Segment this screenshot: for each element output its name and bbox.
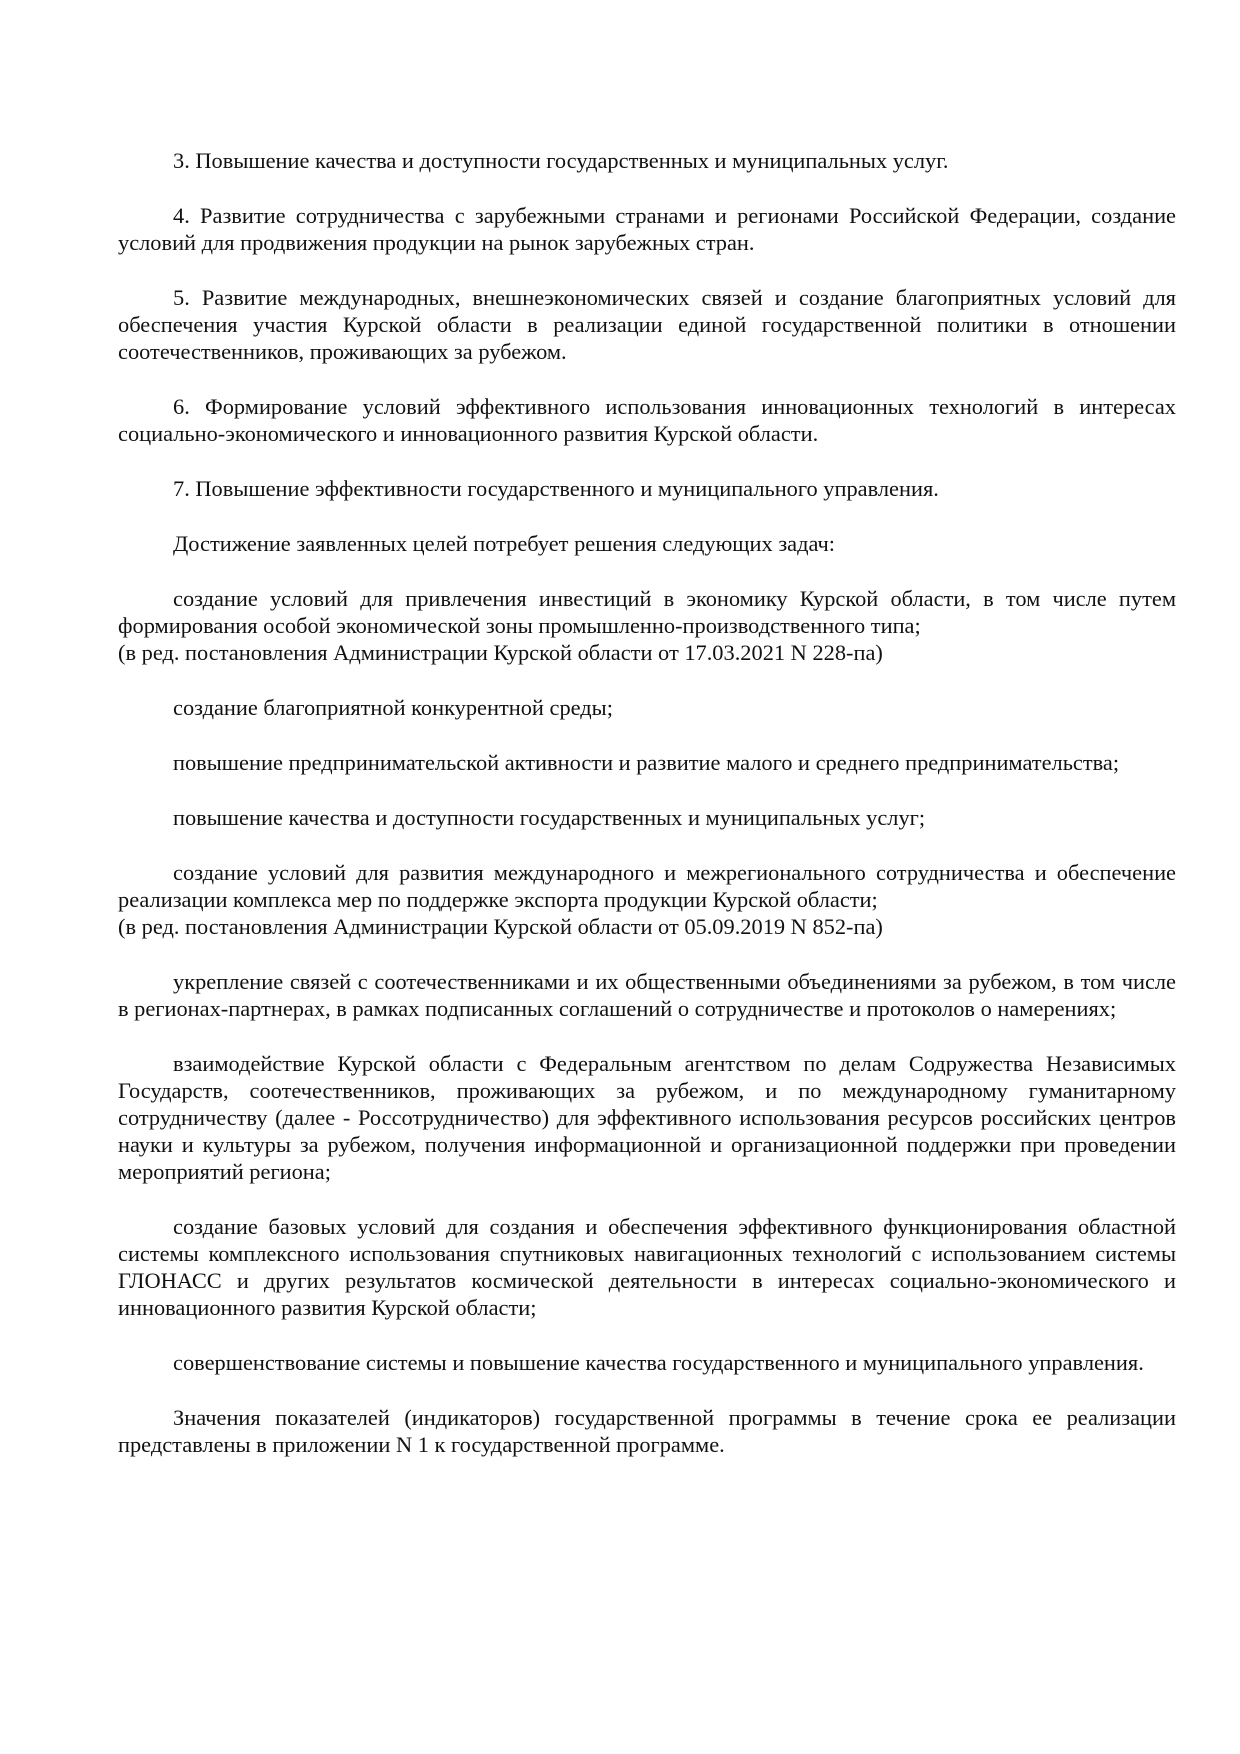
task-investment-group <box>118 585 1176 666</box>
paragraph-goal-6: 6. Формирование условий эффективного использования инновационных технологий в интересах социально-экономического и инновационного развития Курской области. <box>118 394 1176 446</box>
paragraph-goal-5: 5. Развитие международных, внешнеэкономических связей и создание благоприятных условий для обеспечения участия Курской области в реализации единой государственной политики в отношении соотечественников, проживающих за рубежом. <box>118 285 1176 364</box>
paragraph-task-services: повышение качества и доступности государственных и муниципальных услуг; <box>173 805 926 830</box>
paragraph-task-cooperation: создание условий для развития международного и межрегионального сотрудничества и обеспечение реализации комплекса мер по поддержке экспорта продукции Курской области; <box>118 860 1176 912</box>
paragraph-task-management: совершенствование системы и повышение качества государственного и муниципального управления. <box>173 1350 1144 1375</box>
amendment-note-2019: (в ред. постановления Администрации Курской области от 05.09.2019 N 852-па) <box>118 914 883 939</box>
paragraph-goal-4: 4. Развитие сотрудничества с зарубежными странами и регионами Российской Федерации, создание условий для продвижения продукции на рынок зарубежных стран. <box>118 203 1176 255</box>
paragraph-task-entrepreneurship: повышение предпринимательской активности и развитие малого и среднего предпринимательства; <box>173 750 1120 775</box>
paragraph-task-competition: создание благоприятной конкурентной среды; <box>173 695 613 720</box>
task-cooperation-group <box>118 859 1176 940</box>
paragraph-goal-3: 3. Повышение качества и доступности государственных и муниципальных услуг. <box>173 148 949 173</box>
paragraph-tasks-intro: Достижение заявленных целей потребует решения следующих задач: <box>173 531 836 556</box>
paragraph-task-glonass: создание базовых условий для создания и обеспечения эффективного функционирования областной системы комплексного использования спутниковых навигационных технологий с использованием системы ГЛОНАСС и других результатов космической деятельности в интересах социально-экономического и инновационного развития Курской области; <box>118 1214 1176 1320</box>
paragraph-task-rossotrudnichestvo: взаимодействие Курской области с Федеральным агентством по делам Содружества Независимых Государств, соотечественников, проживающих за рубежом, и по международному гуманитарному сотрудничеству (далее - Россотрудничество) для эффективного использования ресурсов российских центров науки и культуры за рубежом, получения информационной и организационной поддержки при проведении мероприятий региона; <box>118 1051 1176 1184</box>
paragraph-indicators: Значения показателей (индикаторов) государственной программы в течение срока ее реализации представлены в приложении N 1 к государственной программе. <box>118 1405 1176 1457</box>
document-page <box>118 147 1176 1458</box>
paragraph-task-compatriots: укрепление связей с соотечественниками и их общественными объединениями за рубежом, в том числе в регионах-партнерах, в рамках подписанных соглашений о сотрудничестве и протоколов о намерениях; <box>118 969 1176 1021</box>
paragraph-task-investment: создание условий для привлечения инвестиций в экономику Курской области, в том числе путем формирования особой экономической зоны промышленно-производственного типа; <box>118 586 1176 638</box>
amendment-note-2021: (в ред. постановления Администрации Курской области от 17.03.2021 N 228-па) <box>118 640 883 665</box>
paragraph-goal-7: 7. Повышение эффективности государственного и муниципального управления. <box>173 476 939 501</box>
